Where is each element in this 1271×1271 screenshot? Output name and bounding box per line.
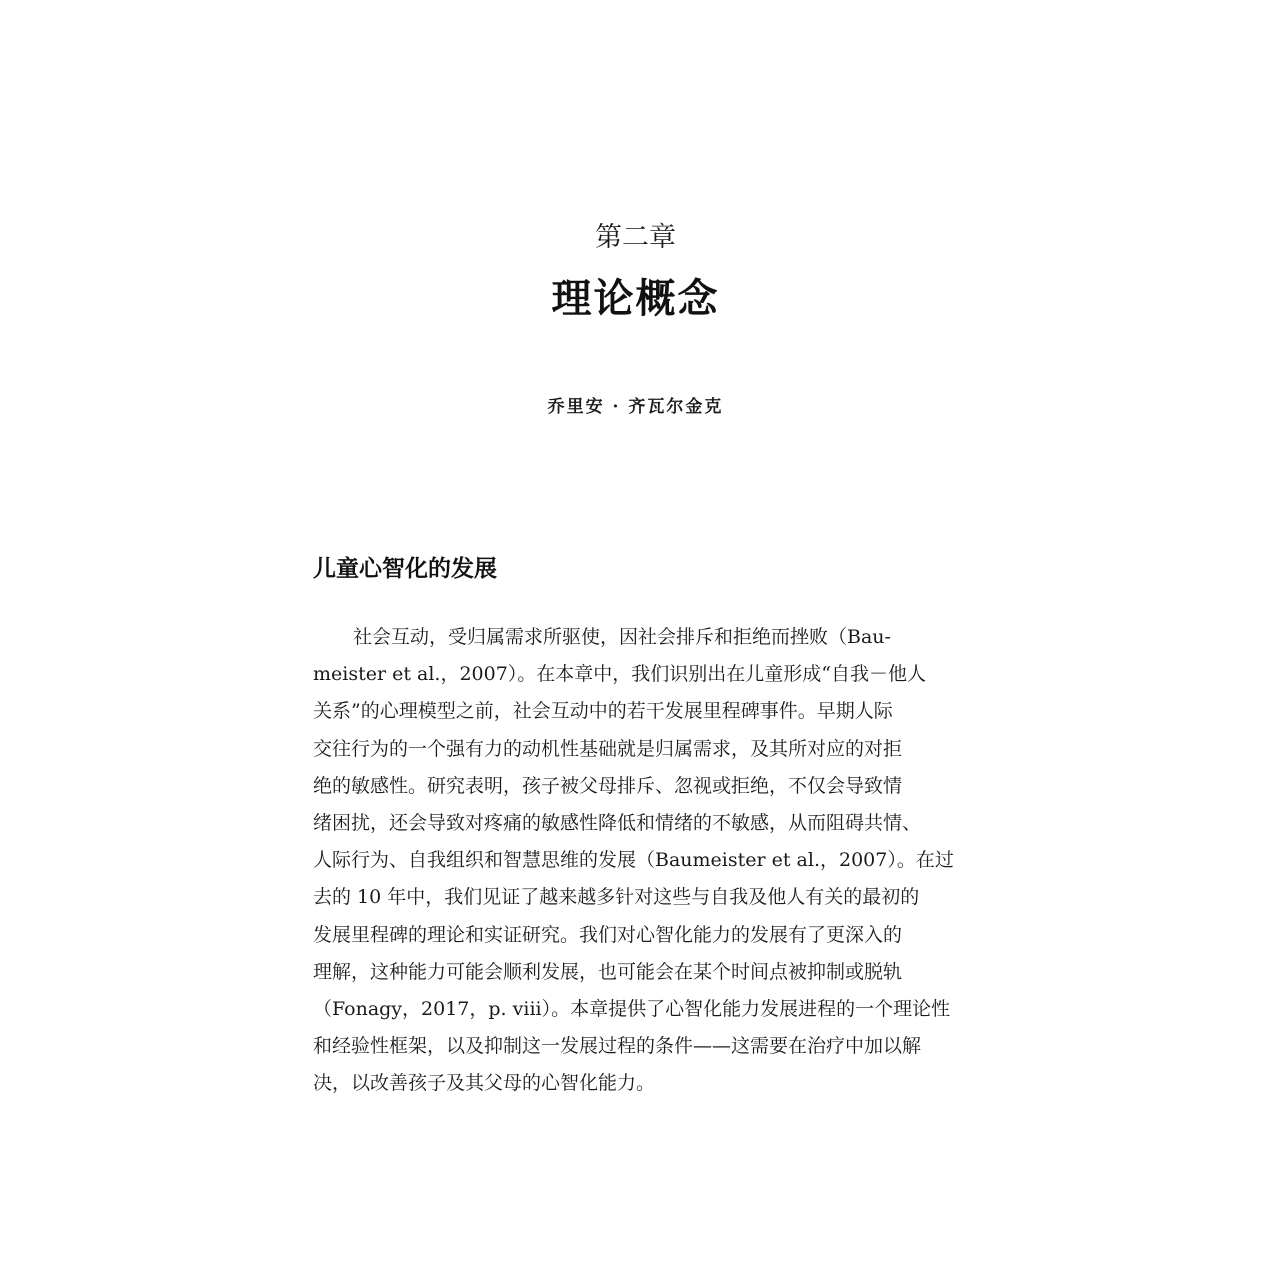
- paragraph-line: （Fonagy，2017，p. viii）。本章提供了心智化能力发展进程的一个理论性: [313, 997, 951, 1020]
- paragraph-line: 理解，这种能力可能会顺利发展，也可能会在某个时间点被抑制或脱轨: [313, 960, 903, 983]
- paragraph-line: 去的 10 年中，我们见证了越来越多针对这些与自我及他人有关的最初的: [313, 886, 920, 909]
- paragraph-line: 和经验性框架，以及抑制这一发展过程的条件——这需要在治疗中加以解: [313, 1035, 922, 1058]
- paragraph-line: 发展里程碑的理论和实证研究。我们对心智化能力的发展有了更深入的: [313, 923, 903, 946]
- body-paragraph: [313, 619, 958, 1102]
- paragraph-line: 社会互动，受归属需求所驱使，因社会排斥和拒绝而挫败（Bau-: [353, 626, 891, 648]
- paragraph-line: 关系”的心理模型之前，社会互动中的若干发展里程碑事件。早期人际: [313, 700, 893, 723]
- paragraph-line: meister et al.，2007）。在本章中，我们识别出在儿童形成“自我－他人: [313, 663, 927, 686]
- author-name: 乔里安 · 齐瓦尔金克: [547, 397, 724, 417]
- chapter-title: 理论概念: [551, 276, 720, 322]
- paragraph-line: 绝的敏感性。研究表明，孩子被父母排斥、忽视或拒绝，不仅会导致情: [313, 774, 903, 797]
- section-heading: 儿童心智化的发展: [313, 556, 497, 582]
- paragraph-line: 交往行为的一个强有力的动机性基础就是归属需求，及其所对应的对拒: [313, 737, 903, 760]
- chapter-number: 第二章: [595, 222, 676, 253]
- paragraph-line: 人际行为、自我组织和智慧思维的发展（Baumeister et al.，2007）。在过: [313, 849, 954, 872]
- paragraph-line: 决，以改善孩子及其父母的心智化能力。: [313, 1072, 656, 1095]
- paragraph-line: 绪困扰，还会导致对疼痛的敏感性降低和情绪的不敏感，从而阻碍共情、: [313, 811, 922, 834]
